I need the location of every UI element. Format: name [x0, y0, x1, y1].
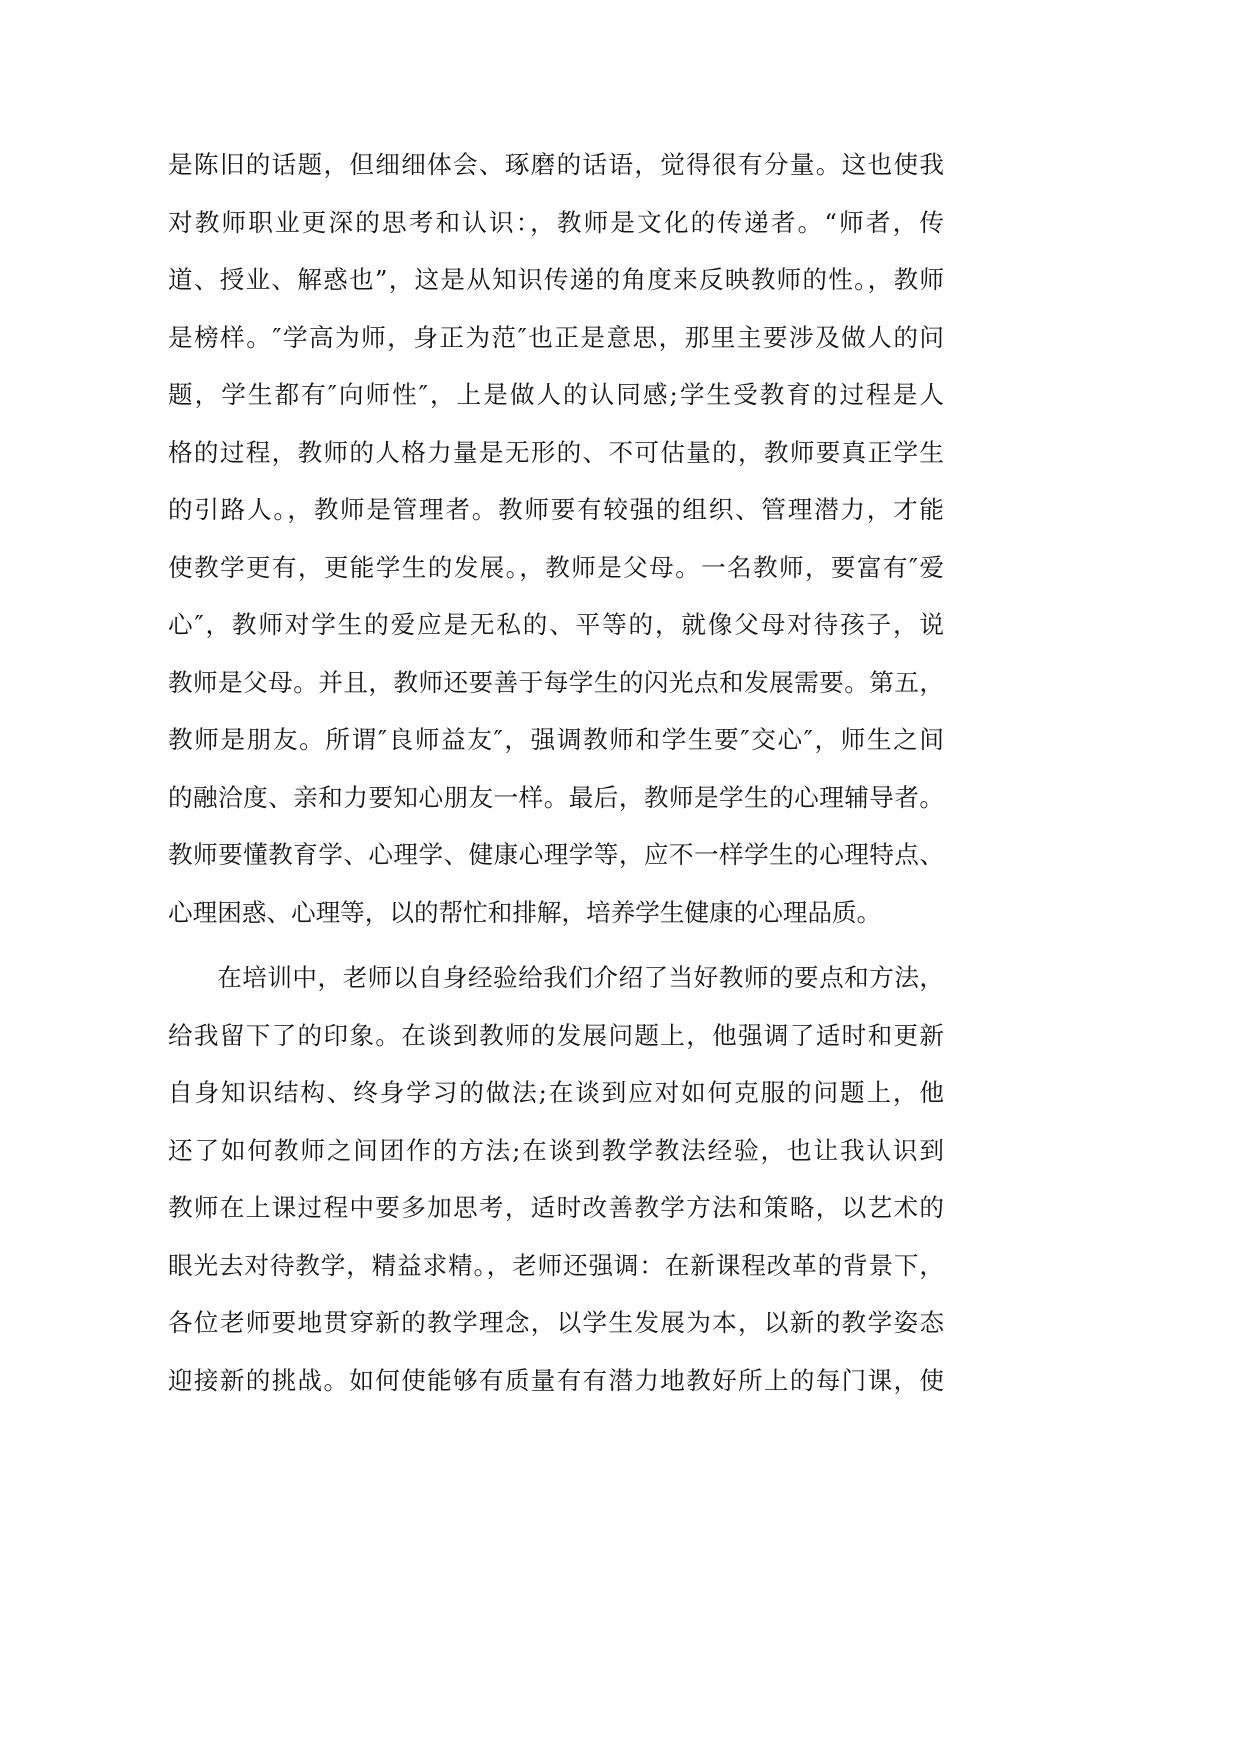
- text-line: 在培训中，老师以自身经验给我们介绍了当好教师的要点和方法，: [217, 963, 944, 992]
- text-line: 题，学生都有″向师性″，上是做人的认同感;学生受教育的过程是人: [168, 380, 944, 409]
- text-line: 教师要懂教育学、心理学、健康心理学等，应不一样学生的心理特点、: [168, 840, 944, 869]
- text-line: 教师是父母。并且，教师还要善于每学生的闪光点和发展需要。第五，: [168, 667, 944, 697]
- text-line: 的融洽度、亲和力要知心朋友一样。最后，教师是学生的心理辅导者。: [168, 782, 944, 812]
- text-line: 给我留下了的印象。在谈到教师的发展问题上，他强调了适时和更新: [168, 1020, 944, 1050]
- text-line: 是陈旧的话题，但细细体会、琢磨的话语，觉得很有分量。这也使我: [168, 150, 944, 179]
- paragraph-1: [168, 136, 944, 941]
- text-line: 各位老师要地贯穿新的教学理念，以学生发展为本，以新的教学姿态: [168, 1308, 944, 1337]
- text-line: 教师是朋友。所谓″良师益友″，强调教师和学生要″交心″，师生之间: [168, 725, 944, 754]
- text-line: 使教学更有，更能学生的发展。，教师是父母。一名教师，要富有″爱: [168, 552, 944, 582]
- text-line: 还了如何教师之间团作的方法;在谈到教学教法经验，也让我认识到: [168, 1135, 944, 1165]
- text-line: 道、授业、解惑也”，这是从知识传递的角度来反映教师的性。，教师: [168, 265, 944, 294]
- text-line: 的引路人。，教师是管理者。教师要有较强的组织、管理潜力，才能: [168, 495, 944, 524]
- text-line: 心″，教师对学生的爱应是无私的、平等的，就像父母对待孩子，说: [168, 610, 944, 639]
- text-line: 是榜样。″学高为师，身正为范″也正是意思，那里主要涉及做人的问: [168, 322, 944, 352]
- text-line: 对教师职业更深的思考和认识：，教师是文化的传递者。“师者，传: [168, 207, 944, 237]
- paragraph-2: [168, 949, 944, 1409]
- text-line: 迎接新的挑战。如何使能够有质量有有潜力地教好所上的每门课，使: [168, 1365, 944, 1395]
- text-line: 教师在上课过程中要多加思考，适时改善教学方法和策略，以艺术的: [168, 1193, 944, 1222]
- text-line: 自身知识结构、终身学习的做法;在谈到应对如何克服的问题上，他: [168, 1078, 944, 1107]
- text-line: 眼光去对待教学，精益求精。，老师还强调：在新课程改革的背景下，: [168, 1250, 944, 1280]
- document-body: [168, 136, 944, 1409]
- text-line: 心理困惑、心理等，以的帮忙和排解，培养学生健康的心理品质。: [168, 897, 882, 927]
- text-line: 格的过程，教师的人格力量是无形的、不可估量的，教师要真正学生: [168, 437, 944, 467]
